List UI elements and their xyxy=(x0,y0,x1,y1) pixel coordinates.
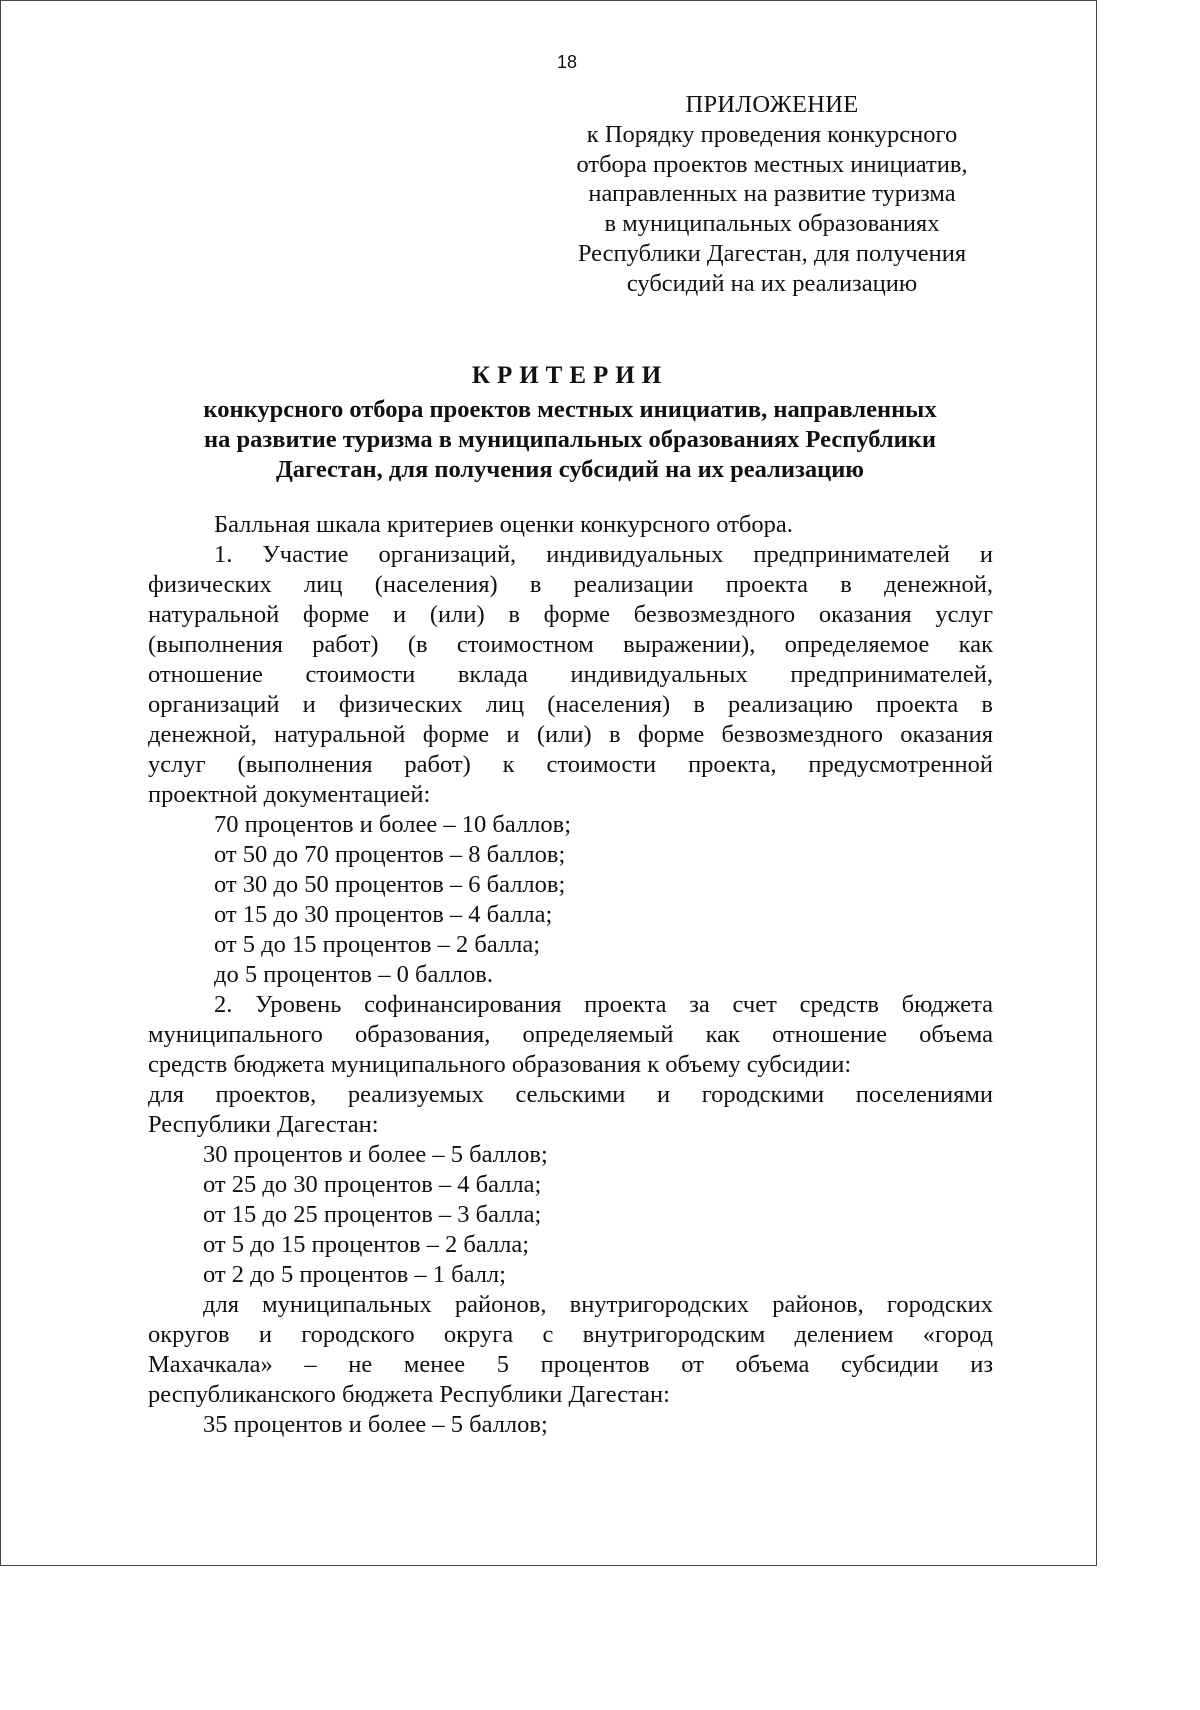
item1-line: денежной, натуральной форме и (или) в форме безвозмездного оказания xyxy=(148,721,993,748)
item1-line: 1. Участие организаций, индивидуальных предпринимателей и xyxy=(214,541,993,568)
item1-scale-entry: 70 процентов и более – 10 баллов; xyxy=(214,811,572,838)
appendix-line: в муниципальных образованиях xyxy=(604,210,940,238)
item1-scale-entry: до 5 процентов – 0 баллов. xyxy=(214,961,493,988)
criteria-title: КРИТЕРИИ xyxy=(471,362,669,389)
item1-scale-entry: от 15 до 30 процентов – 4 балла; xyxy=(214,901,553,928)
settlements-scale-entry: от 25 до 30 процентов – 4 балла; xyxy=(203,1171,542,1198)
criteria-subtitle-line: на развитие туризма в муниципальных образованиях Республики xyxy=(204,426,936,453)
item1-scale-entry: от 50 до 70 процентов – 8 баллов; xyxy=(214,841,566,868)
settlements-line: для проектов, реализуемых сельскими и городскими поселениями xyxy=(148,1081,993,1108)
item1-line: организаций и физических лиц (населения) в реализацию проекта в xyxy=(148,691,993,718)
item1-line: натуральной форме и (или) в форме безвозмездного оказания услуг xyxy=(148,601,993,628)
item2-line: средств бюджета муниципального образования к объему субсидии: xyxy=(148,1051,852,1078)
districts-line: Махачкала» – не менее 5 процентов от объема субсидии из xyxy=(148,1351,993,1378)
districts-line: республиканского бюджета Республики Дагестан: xyxy=(148,1381,670,1408)
districts-line: для муниципальных районов, внутригородских районов, городских xyxy=(203,1291,993,1318)
intro-paragraph: Балльная шкала критериев оценки конкурсного отбора. xyxy=(214,511,793,538)
districts-line: округов и городского округа с внутригородским делением «город xyxy=(148,1321,993,1348)
appendix-line: Республики Дагестан, для получения xyxy=(577,239,967,267)
appendix-title: ПРИЛОЖЕНИЕ xyxy=(685,91,859,118)
appendix-block xyxy=(540,90,1004,299)
item1-line: отношение стоимости вклада индивидуальных предпринимателей, xyxy=(148,661,993,688)
districts-scale-entry: 35 процентов и более – 5 баллов; xyxy=(203,1411,548,1438)
settlements-scale-entry: от 2 до 5 процентов – 1 балл; xyxy=(203,1261,506,1288)
settlements-line: Республики Дагестан: xyxy=(148,1111,379,1138)
criteria-subtitle-line: Дагестан, для получения субсидий на их реализацию xyxy=(275,456,865,483)
item1-line: услуг (выполнения работ) к стоимости проекта, предусмотренной xyxy=(148,751,993,778)
appendix-line: субсидий на их реализацию xyxy=(626,269,918,297)
settlements-scale-entry: 30 процентов и более – 5 баллов; xyxy=(203,1141,548,1168)
item1-scale-entry: от 5 до 15 процентов – 2 балла; xyxy=(214,931,541,958)
item2-line: 2. Уровень софинансирования проекта за счет средств бюджета xyxy=(214,991,993,1018)
settlements-scale-entry: от 15 до 25 процентов – 3 балла; xyxy=(203,1201,542,1228)
document-body xyxy=(148,510,993,1440)
appendix-line: направленных на развитие туризма xyxy=(588,180,956,208)
criteria-subtitle xyxy=(148,395,992,485)
item1-line: проектной документацией: xyxy=(148,781,431,808)
appendix-line: отбора проектов местных инициатив, xyxy=(576,150,968,178)
item2-line: муниципального образования, определяемый как отношение объема xyxy=(148,1021,993,1048)
appendix-line: к Порядку проведения конкурсного xyxy=(586,120,958,148)
criteria-subtitle-line: конкурсного отбора проектов местных инициатив, направленных xyxy=(203,396,937,423)
settlements-scale-entry: от 5 до 15 процентов – 2 балла; xyxy=(203,1231,530,1258)
item1-line: (выполнения работ) (в стоимостном выражении), определяемое как xyxy=(148,631,993,658)
item1-scale-entry: от 30 до 50 процентов – 6 баллов; xyxy=(214,871,566,898)
item1-line: физических лиц (населения) в реализации проекта в денежной, xyxy=(148,571,993,598)
page-number: 18 xyxy=(556,52,578,72)
